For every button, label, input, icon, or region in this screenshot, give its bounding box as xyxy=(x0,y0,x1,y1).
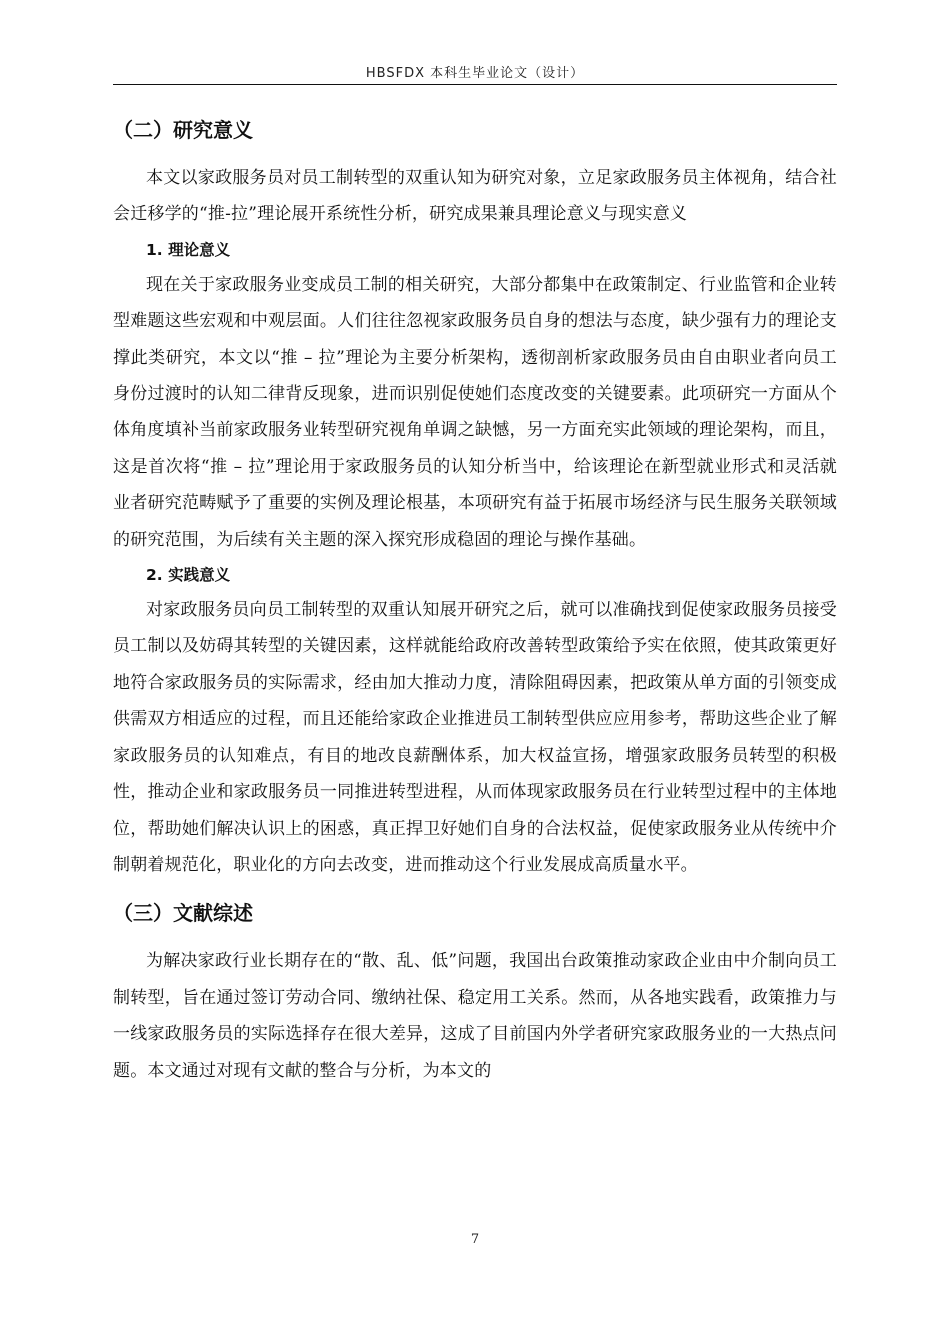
page-number: 7 xyxy=(470,1232,480,1247)
significance-intro-paragraph: 本文以家政服务员对员工制转型的双重认知为研究对象，立足家政服务员主体视角，结合社会迁移学的“推-拉”理论展开系统性分析，研究成果兼具理论意义与现实意义 xyxy=(113,168,837,225)
running-header: HBSFDX 本科生毕业论文（设计） xyxy=(365,66,585,81)
section-gap xyxy=(113,885,837,895)
theory-paragraph: 现在关于家政服务业变成员工制的相关研究，大部分都集中在政策制定、行业监管和企业转型难题这些宏观和中观层面。人们往往忽视家政服务员自身的想法与态度，缺少强有力的理论支撑此类研究，本文以“推 – 拉”理论为主要分析架构，透彻剖析家政服务员由自由职业者向员工身份过渡时的认知二律背反现象，进而识别促使她们态度改变的关键要素。此项研究一方面从个体角度填补当前家政服务业转型研究视角单调之缺憾，另一方面充实此领域的理论架构，而且，这是首次将“推 – 拉”理论用于家政服务员的认知分析当中，给该理论在新型就业形式和灵活就业者研究范畴赋予了重要的实例及理论根基，本项研究有益于拓展市场经济与民生服务关联领域的研究范围，为后续有关主题的深入探究形成稳固的理论与操作基础。 xyxy=(113,274,837,550)
section-heading-significance: （二）研究意义 xyxy=(113,118,253,142)
subheading-practice: 2. 实践意义 xyxy=(146,566,231,585)
page-content xyxy=(113,112,837,1089)
literature-intro-paragraph: 为解决家政行业长期存在的“散、乱、低”问题，我国出台政策推动家政企业由中介制向员工制转型，旨在通过签订劳动合同、缴纳社保、稳定用工关系。然而，从各地实践看，政策推力与一线家政服务员的实际选择存在很大差异，这成了目前国内外学者研究家政服务业的一大热点问题。本文通过对现有文献的整合与分析，为本文的 xyxy=(113,951,837,1081)
subheading-theory: 1. 理论意义 xyxy=(146,240,231,259)
section-heading-literature: （三）文献综述 xyxy=(113,901,253,926)
header-rule xyxy=(113,84,837,85)
practice-paragraph: 对家政服务员向员工制转型的双重认知展开研究之后，就可以准确找到促使家政服务员接受员工制以及妨碍其转型的关键因素，这样就能给政府改善转型政策给予实在依照，使其政策更好地符合家政服务员的实际需求，经由加大推动力度，清除阻碍因素，把政策从单方面的引领变成供需双方相适应的过程，而且还能给家政企业推进员工制转型供应应用参考，帮助这些企业了解家政服务员的认知难点，有目的地改良薪酬体系，加大权益宣扬，增强家政服务员转型的积极性，推动企业和家政服务员一同推进转型进程，从而体现家政服务员在行业转型过程中的主体地位，帮助她们解决认识上的困惑，真正捍卫好她们自身的合法权益，促使家政服务业从传统中介制朝着规范化，职业化的方向去改变，进而推动这个行业发展成高质量水平。 xyxy=(113,600,837,875)
